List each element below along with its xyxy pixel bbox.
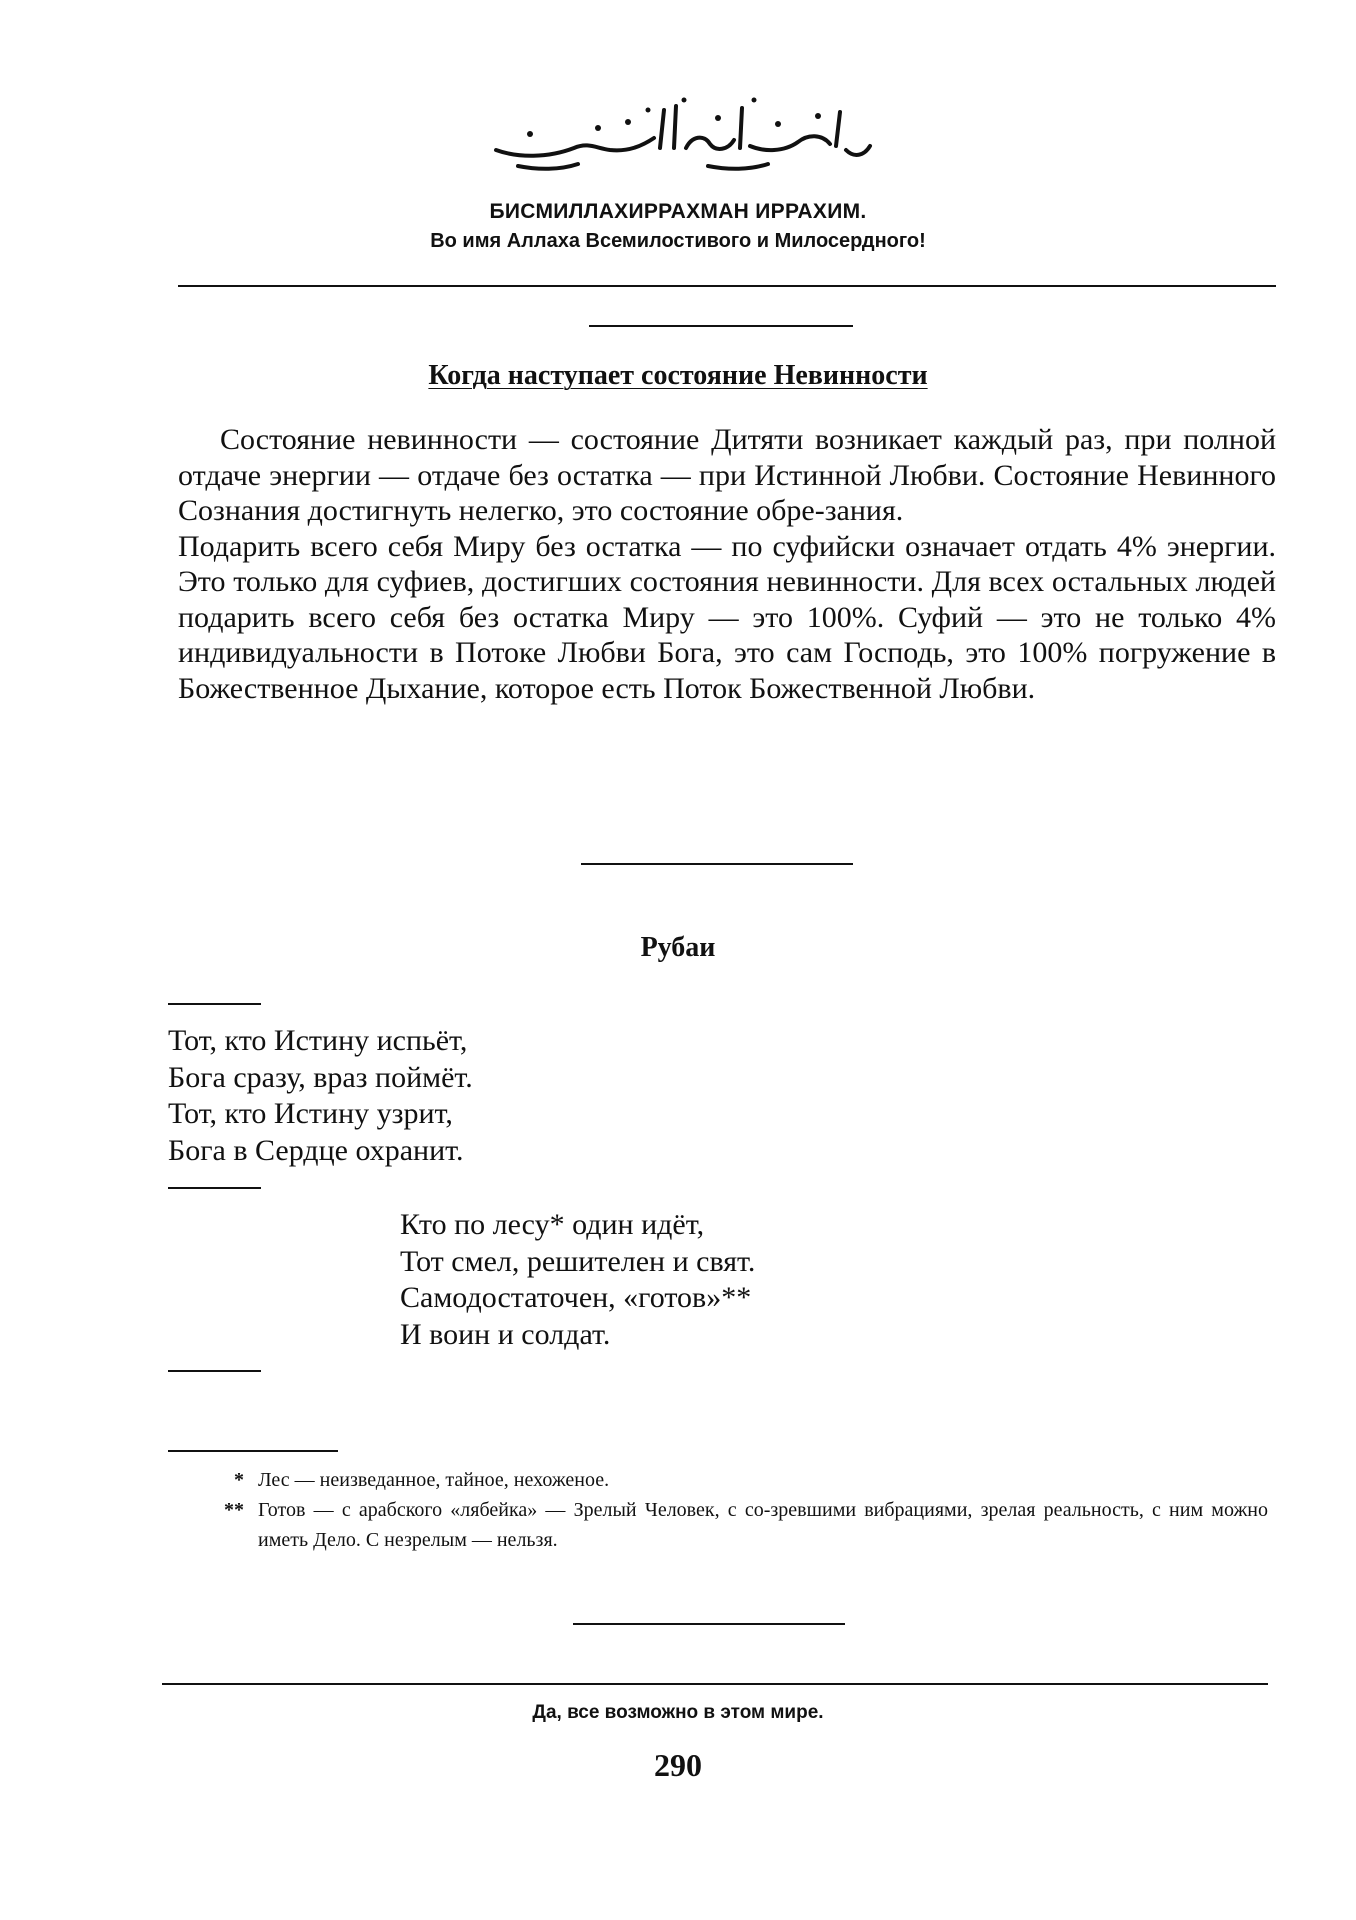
section-title-innocence [0,360,1356,392]
section-title-rubai: Рубаи [640,932,716,963]
verse-divider-2 [168,1187,261,1189]
header-translation: Во имя Аллаха Всемилостивого и Милосердного! [430,230,926,252]
verse-divider-3 [168,1370,261,1372]
verse-divider-1 [168,1003,261,1005]
body-paragraph-2: Подарить всего себя Миру без остатка — по суфийски означает отдать 4% энергии. Это только для суфиев, достигших состояния невинности. Для всех остальных людей подарить всего себя без остатка Миру — это 100%. Суфий — это не только 4% индивидуальности в Потоке Любви Бога, это сам Господь, это 100% погружение в Божественное Дыхание, которое есть Поток Божественной Любви. [178,529,1276,705]
footnote-2 [208,1495,1268,1555]
footnote-text: Лес — неизведанное, тайное, нехоженое. [258,1469,610,1491]
rubai-verse-1 [168,1023,473,1169]
verse-line: Тот смел, решителен и свят. [400,1244,756,1278]
footnote-1 [208,1465,1268,1495]
short-divider-1 [589,325,853,327]
rubai-verse-2 [400,1207,755,1353]
header-transliteration: БИСМИЛЛАХИРРАХМАН ИРРАХИМ. [489,200,867,223]
footnote-text: Готов — с арабского «лябейка» — Зрелый Человек, с со-зревшими вибрациями, зрелая реальность, с ним можно иметь Дело. С незрелым — нельзя. [258,1499,1268,1551]
footer-divider [162,1683,1268,1685]
verse-line: Тот, кто Истину испьёт, [168,1024,468,1057]
header-divider [178,285,1276,287]
bismillah-calligraphy [478,88,878,174]
verse-line: Самодостаточен, «готов»** [400,1281,752,1314]
short-divider-3 [573,1623,845,1625]
body-paragraph-1: Состояние невинности — состояние Дитяти возникает каждый раз, при полной отдаче энергии — отдаче без остатка — при Истинной Любви. Состояние Невинного Сознания достигнуть нелегко, это состояние обре-зания. [178,423,1276,527]
footer-motto: Да, все возможно в этом мире. [532,1702,824,1723]
short-divider-2 [581,863,853,865]
page-number: 290 [654,1747,702,1783]
verse-line: Кто по лесу* один идёт, [400,1208,705,1241]
verse-line: Бога сразу, враз поймёт. [168,1060,473,1094]
verse-line: И воин и солдат. [400,1317,611,1351]
footnote-mark: ** [224,1499,244,1521]
innocence-body [178,422,1276,706]
footnote-mark: * [234,1469,244,1491]
calligraphy-image [478,88,878,174]
footnote-divider [168,1450,338,1452]
footnotes [208,1465,1268,1555]
verse-line: Тот, кто Истину узрит, [168,1097,453,1130]
section-title-innocence-text: Когда наступает состояние Невинности [428,360,928,391]
verse-line: Бога в Сердце охранит. [168,1133,464,1167]
